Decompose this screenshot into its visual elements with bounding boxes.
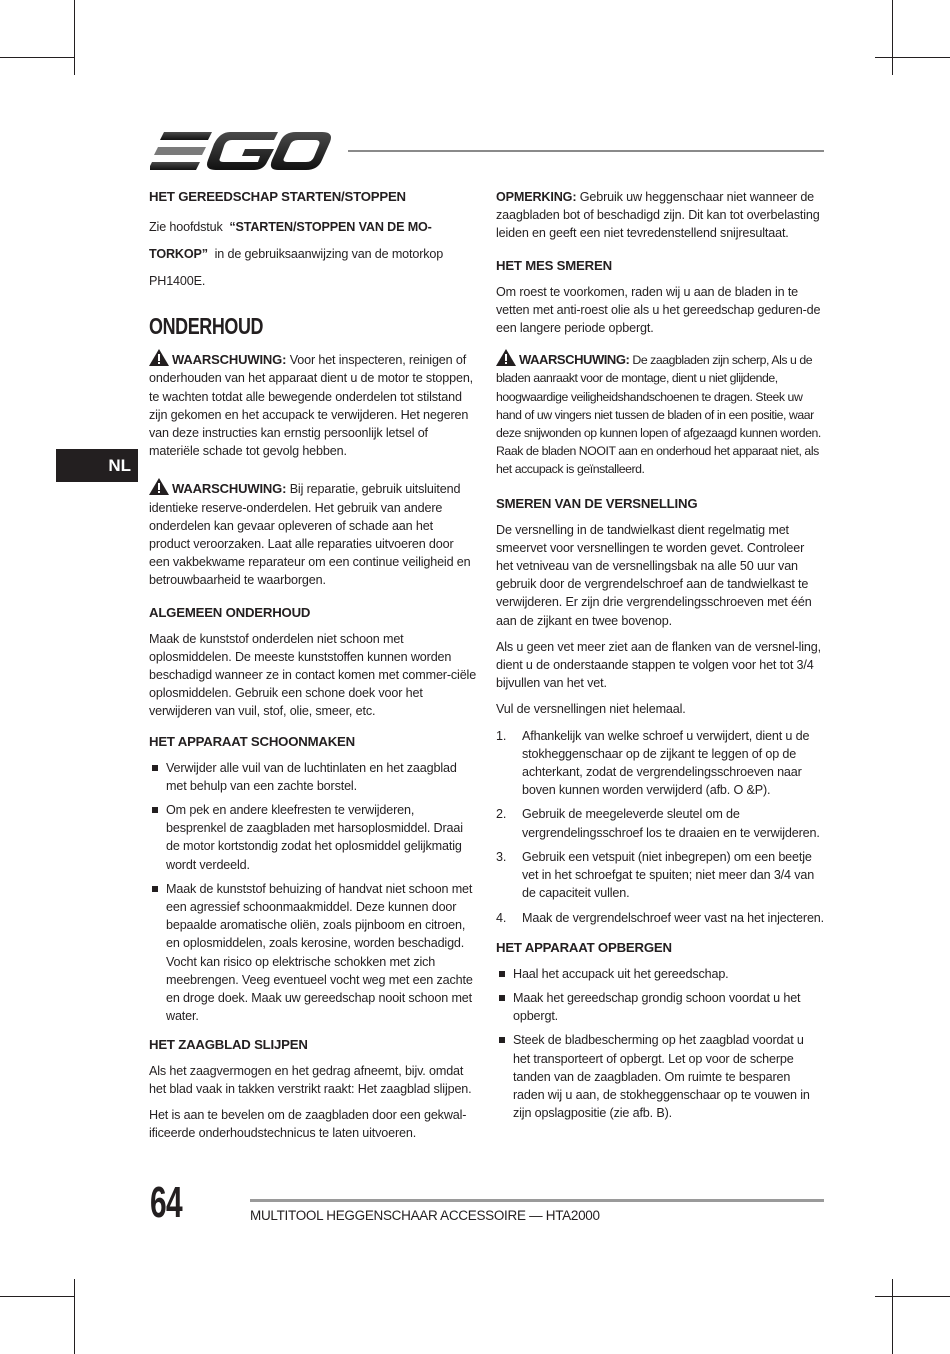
section-heading: HET MES SMEREN: [496, 257, 612, 273]
section-heading: ALGEMEEN ONDERHOUD: [149, 604, 311, 620]
list-item: Maak het gereedschap grondig schoon voordat u het opbergt.: [496, 989, 824, 1025]
page-number: 64: [150, 1178, 182, 1227]
warning-text: Bij reparatie, gebruik uitsluitend identieke reserve-onderdelen. Het gebruik van andere onderdelen kan gevaar opleveren of schade aan het product veroorzaken. Laat alle reparaties uitvoeren door een vakbekwame reparateur om een continue veiligheid en betrouwbaarheid te waarborgen.: [149, 482, 471, 588]
crop-mark: [892, 1279, 893, 1354]
section-heading: HET ZAAGBLAD SLIJPEN: [149, 1036, 308, 1052]
step-text: Gebruik een vetspuit (niet inbegrepen) om een beetje vet in het schroefgat te spuiten; niet meer dan 3/4 van de capaciteit vullen.: [522, 849, 815, 901]
crop-mark: [892, 0, 893, 75]
warning-text: Voor het inspecteren, reinigen of onderhouden van het apparaat dient u de motor te stoppen, te wachten totdat alle bewegende onderdelen tot stilstand zijn gekomen en het accupack te verwijderen. Het negeren van deze instructies kan ernstig persoonlijk letsel of materiële schade tot gevolg hebben.: [149, 353, 474, 459]
list-item: Steek de bladbescherming op het zaagblad voordat u het transporteert of opbergt. Let op voor de scherpe tanden van de zaagbladen. Om ruimte te besparen raden wij u aan, de stokheggenschaar op te vouwen in zijn opslagpositie (zie afb. B).: [496, 1031, 824, 1122]
warning-triangle-icon: [496, 349, 516, 366]
paragraph: Vul de versnellingen niet helemaal.: [496, 702, 686, 717]
warning-block: [149, 349, 477, 460]
crop-mark: [0, 57, 75, 58]
numbered-list: [496, 727, 824, 927]
chapter-reference: “STARTEN/STOPPEN VAN DE MO-TORKOP”: [149, 220, 432, 261]
warning-label: WAARSCHUWING:: [519, 352, 630, 368]
list-item: Maak de kunststof behuizing of handvat niet schoon met een agressief schoonmaakmiddel. Deze kunnen door bepaalde aromatische oliën, zoals pijnboom en citroen, en oplosmiddelen, zoals kerosine, worden beschadigd. Vocht kan risico op elektrische schokken met zich meebrengen. Veeg eventueel vocht weg met een zachte en droge doek. Maak uw gereedschap nooit schoon met water.: [149, 880, 477, 1026]
note-block: [496, 188, 824, 243]
header-rule: [348, 150, 824, 152]
list-item: [496, 909, 824, 927]
warning-block: [496, 349, 824, 478]
list-item: [496, 848, 824, 903]
list-item: [496, 727, 824, 800]
language-tab: NL: [56, 449, 138, 482]
section-heading: HET GEREEDSCHAP STARTEN/STOPPEN: [149, 189, 406, 204]
main-title: ONDERHOUD: [149, 313, 264, 339]
list-item: Om pek en andere kleefresten te verwijderen, besprenkel de zaagbladen met harsoplosmiddel. Draai de motor kortstondig zodat het oplosmiddel gelijkmatig wordt verdeeld.: [149, 801, 477, 874]
bullet-list: [496, 965, 824, 1123]
section-heading: HET APPARAAT OPBERGEN: [496, 939, 672, 955]
crop-mark: [0, 1296, 75, 1297]
step-number: 2.: [496, 807, 507, 822]
bullet-list: [149, 759, 477, 1026]
paragraph: Als het zaagvermogen en het gedrag afneemt, bijv. omdat het blad vaak in takken verstrikt raakt: Het zaagblad slijpen.: [149, 1063, 472, 1096]
right-column: [496, 188, 824, 1130]
list-item: [496, 805, 824, 841]
crop-mark: [74, 1279, 75, 1354]
step-number: 3.: [496, 849, 507, 864]
list-item: Verwijder alle vuil van de luchtinlaten en het zaagblad met behulp van een zachte borstel.: [149, 759, 477, 795]
footer-rule: [250, 1199, 824, 1202]
note-text: Gebruik uw heggenschaar niet wanneer de zaagbladen bot of beschadigd zijn. Dit kan tot overbelasting leiden en geeft een niet tevredenstellend snijresultaat.: [496, 190, 820, 241]
paragraph: Het is aan te bevelen om de zaagbladen door een gekwal-ificeerde onderhoudstechnicus te laten uitvoeren.: [149, 1107, 467, 1141]
step-number: 4.: [496, 910, 507, 925]
warning-block: [149, 478, 477, 589]
step-text: Gebruik de meegeleverde sleutel om de vergrendelingsschroef los te draaien en te verwijderen.: [522, 807, 820, 840]
warning-triangle-icon: [149, 478, 169, 495]
step-number: 1.: [496, 728, 507, 743]
paragraph: [149, 214, 477, 295]
note-label: OPMERKING:: [496, 190, 577, 204]
warning-triangle-icon: [149, 349, 169, 366]
text: in de gebruiksaanwijzing van de motorkop PH1400E.: [149, 247, 444, 288]
step-text: Maak de vergrendelschroef weer vast na het injecteren.: [522, 910, 825, 925]
paragraph: De versnelling in de tandwielkast dient regelmatig met smeervet voor versnellingen te worden gevet. Controleer het vetniveau van de versnellingsbak na alle 50 uur van gebruik door de vergrendelschroef aan de tandwielkast te verwijderen. Er zijn drie vergrendelingsschroeven met één aan de zijkant en twee bovenop.: [496, 522, 812, 628]
paragraph: Om roest te voorkomen, raden wij u aan de bladen in te vetten met anti-roest olie als u het gereedschap geduren-de een langere periode opbergt.: [496, 284, 821, 336]
crop-mark: [74, 0, 75, 75]
ego-logo: [150, 130, 332, 172]
paragraph: Als u geen vet meer ziet aan de flanken van de versnel-ling, dient u de onderstaande stappen te volgen voor het tot 3/4 bijvullen van het vet.: [496, 639, 821, 691]
paragraph: Maak de kunststof onderdelen niet schoon met oplosmiddelen. De meeste kunststoffen kunnen worden beschadigd wanneer ze in contact komen met commer-ciële oplosmiddelen. Gebruik een schone doek voor het verwijderen van vuil, stof, olie, smeer, etc.: [149, 631, 477, 719]
step-text: Afhankelijk van welke schroef u verwijdert, dient u de stokheggenschaar op de zijkant te leggen of op de achterkant, zodat de vergrendelingsschroeven naar boven kunnen worden verwijderd (afb. O &P).: [522, 728, 810, 798]
footer-title: MULTITOOL HEGGENSCHAAR ACCESSOIRE — HTA2000: [250, 1208, 600, 1223]
section-heading: HET APPARAAT SCHOONMAKEN: [149, 733, 355, 749]
crop-mark: [875, 57, 950, 58]
warning-label: WAARSCHUWING:: [172, 352, 287, 368]
left-column: [149, 188, 477, 1150]
warning-label: WAARSCHUWING:: [172, 481, 287, 497]
text: Zie hoofdstuk: [149, 220, 223, 234]
list-item: Haal het accupack uit het gereedschap.: [496, 965, 824, 983]
crop-mark: [875, 1296, 950, 1297]
section-heading: SMEREN VAN DE VERSNELLING: [496, 495, 698, 511]
warning-text: De zaagbladen zijn scherp, Als u de bladen aanraakt voor de montage, dient u niet glijdende, hoogwaardige veiligheidshandschoenen te dragen. Steek uw hand of uw vingers niet tussen de bladen of in een positie, waar deze snijwonden op kunnen lopen of afgezaagd kunnen worden. Raak de bladen NOOIT aan en onderhoud het apparaat niet, als het accupack is geïnstalleerd.: [496, 353, 821, 477]
